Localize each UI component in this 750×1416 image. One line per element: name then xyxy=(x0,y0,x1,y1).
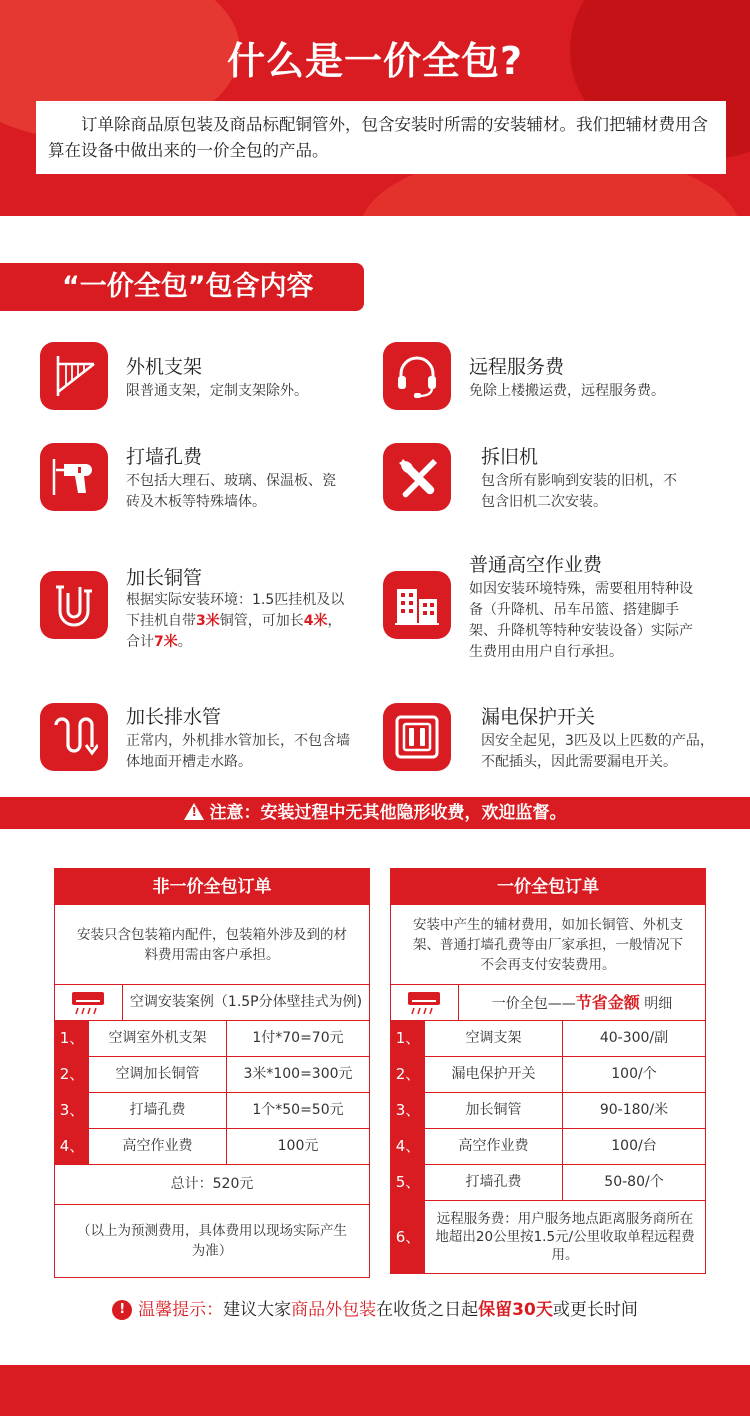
feature-bracket xyxy=(40,342,360,412)
air-conditioner-icon xyxy=(55,985,123,1020)
switch-icon xyxy=(383,703,451,771)
tip-highlight: 保留30天 xyxy=(478,1300,553,1320)
tip-highlight: 商品外包装 xyxy=(291,1300,377,1320)
table-row xyxy=(391,1021,705,1057)
row-number: 3、 xyxy=(391,1093,425,1128)
table-total: 总计：520元 xyxy=(55,1165,369,1205)
row-item: 空调室外机支架 xyxy=(89,1021,227,1056)
hero-banner xyxy=(0,0,750,216)
feature-drain-pipe xyxy=(40,700,370,780)
feature-desc: 因安全起见，3匹及以上匹数的产品，不配插头，因此需要漏电开关。 xyxy=(481,733,714,770)
row-price: 40-300/副 xyxy=(599,1030,669,1046)
table-intro: 安装中产生的辅材费用，如加长铜管、外机支架、普通打墙孔费等由厂家承担，一般情况下不会再支付安装费用。 xyxy=(391,905,705,985)
row-price: 90-180/米 xyxy=(599,1102,669,1118)
table-caption xyxy=(55,985,369,1021)
row-price: 50-80/个 xyxy=(604,1174,664,1190)
row-item: 空调加长铜管 xyxy=(89,1057,227,1092)
feature-desc: 如因安装环境特殊，需要租用特种设备（升降机、吊车吊篮、搭建脚手架、升降机等特种安装设备）实际产生费用由用户自行承担。 xyxy=(469,581,693,660)
building-icon xyxy=(383,571,451,639)
tip-text: 或更长时间 xyxy=(552,1300,638,1320)
feature-remote-service xyxy=(383,342,723,412)
exclamation-icon: ! xyxy=(112,1300,132,1320)
non-inclusive-order-table xyxy=(54,868,370,1278)
feature-leakage-switch xyxy=(383,700,723,780)
row-item: 高空作业费 xyxy=(425,1129,563,1164)
copper-pipe-icon xyxy=(40,571,108,639)
feature-remove-old xyxy=(383,440,723,520)
row-price: 1付*70=70元 xyxy=(252,1030,344,1046)
feature-title: 加长铜管 xyxy=(126,567,203,589)
table-row xyxy=(55,1021,369,1057)
row-price: 1个*50=50元 xyxy=(252,1102,344,1118)
feature-high-altitude xyxy=(383,550,723,665)
table-row xyxy=(391,1129,705,1165)
row-item: 漏电保护开关 xyxy=(425,1057,563,1092)
feature-desc: 根据实际安装环境：1.5匹挂机及以下挂机自带3米铜管，可加长4米，合计7米。 xyxy=(126,592,345,650)
row-price: 100/台 xyxy=(611,1138,657,1154)
feature-desc: 正常内，外机排水管加长，不包含墙体地面开槽走水路。 xyxy=(126,733,350,770)
row-item: 高空作业费 xyxy=(89,1129,227,1164)
row-number: 1、 xyxy=(391,1021,425,1056)
section-title: “一价全包”包含内容 xyxy=(0,263,364,311)
caption-text: 空调安装案例（1.5P分体壁挂式为例) xyxy=(129,994,363,1010)
row-number: 1、 xyxy=(55,1021,89,1056)
feature-title: 远程服务费 xyxy=(469,356,565,378)
drill-icon xyxy=(40,443,108,511)
friendly-tip xyxy=(0,1295,750,1322)
row-number: 6、 xyxy=(391,1201,425,1273)
tools-icon xyxy=(383,443,451,511)
row-price: 100/个 xyxy=(611,1066,657,1082)
hero-title: 什么是一价全包? xyxy=(226,39,524,83)
row-item: 空调支架 xyxy=(425,1021,563,1056)
headset-icon xyxy=(383,342,451,410)
row-number: 4、 xyxy=(391,1129,425,1164)
row-number: 4、 xyxy=(55,1129,89,1164)
table-note: （以上为预测费用，具体费用以现场实际产生为准） xyxy=(77,1223,347,1259)
warning-icon xyxy=(184,803,204,820)
table-row xyxy=(55,1057,369,1093)
row-number: 2、 xyxy=(391,1057,425,1092)
feature-title: 拆旧机 xyxy=(481,446,539,468)
feature-copper-pipe xyxy=(40,560,360,660)
feature-desc: 免除上楼搬运费，远程服务费。 xyxy=(469,383,665,399)
table-intro: 安装只含包装箱内配件，包装箱外涉及到的材料费用需由客户承担。 xyxy=(55,905,369,985)
row-item: 打墙孔费 xyxy=(425,1165,563,1200)
row-number: 2、 xyxy=(55,1057,89,1092)
row-item: 打墙孔费 xyxy=(89,1093,227,1128)
feature-wall-hole xyxy=(40,440,360,520)
table-row xyxy=(391,1165,705,1201)
tip-text: 在收货之日起 xyxy=(376,1300,479,1320)
caption-text: 一价全包——节省金额 明细 xyxy=(491,993,673,1012)
feature-title: 漏电保护开关 xyxy=(481,706,596,728)
bracket-icon xyxy=(40,342,108,410)
warning-bar xyxy=(0,797,750,829)
feature-desc: 限普通支架，定制支架除外。 xyxy=(126,383,308,399)
table-row xyxy=(391,1057,705,1093)
drain-pipe-icon xyxy=(40,703,108,771)
row-item: 加长铜管 xyxy=(425,1093,563,1128)
air-conditioner-icon xyxy=(391,985,459,1020)
feature-title: 外机支架 xyxy=(126,356,203,378)
table-caption xyxy=(391,985,705,1021)
feature-title: 加长排水管 xyxy=(126,706,222,728)
table-row xyxy=(55,1093,369,1129)
table-row xyxy=(391,1093,705,1129)
feature-title: 打墙孔费 xyxy=(126,446,203,468)
table-header: 非一价全包订单 xyxy=(55,869,369,905)
hero-description: 订单除商品原包装及商品标配铜管外，包含安装时所需的安装辅材。我们把辅材费用含算在设备中做出来的一价全包的产品。 xyxy=(36,101,726,174)
table-row xyxy=(55,1129,369,1165)
table-header: 一价全包订单 xyxy=(391,869,705,905)
table-row xyxy=(391,1201,705,1273)
row-number: 3、 xyxy=(55,1093,89,1128)
feature-title: 普通高空作业费 xyxy=(469,554,603,576)
feature-desc: 不包括大理石、玻璃、保温板、瓷砖及木板等特殊墙体。 xyxy=(126,473,336,510)
footer-bar xyxy=(0,1365,750,1416)
feature-desc: 包含所有影响到安装的旧机，不包含旧机二次安装。 xyxy=(481,473,677,510)
tip-text: 建议大家 xyxy=(223,1300,292,1320)
row-number: 5、 xyxy=(391,1165,425,1200)
row-price: 3米*100=300元 xyxy=(243,1066,353,1082)
warning-text: 注意：安装过程中无其他隐形收费，欢迎监督。 xyxy=(209,803,567,823)
inclusive-order-table xyxy=(390,868,706,1274)
row-item: 远程服务费：用户服务地点距离服务商所在地超出20公里按1.5元/公里收取单程远程费用。 xyxy=(435,1211,695,1263)
row-price: 100元 xyxy=(277,1138,319,1154)
tip-label: 温馨提示： xyxy=(138,1300,224,1320)
